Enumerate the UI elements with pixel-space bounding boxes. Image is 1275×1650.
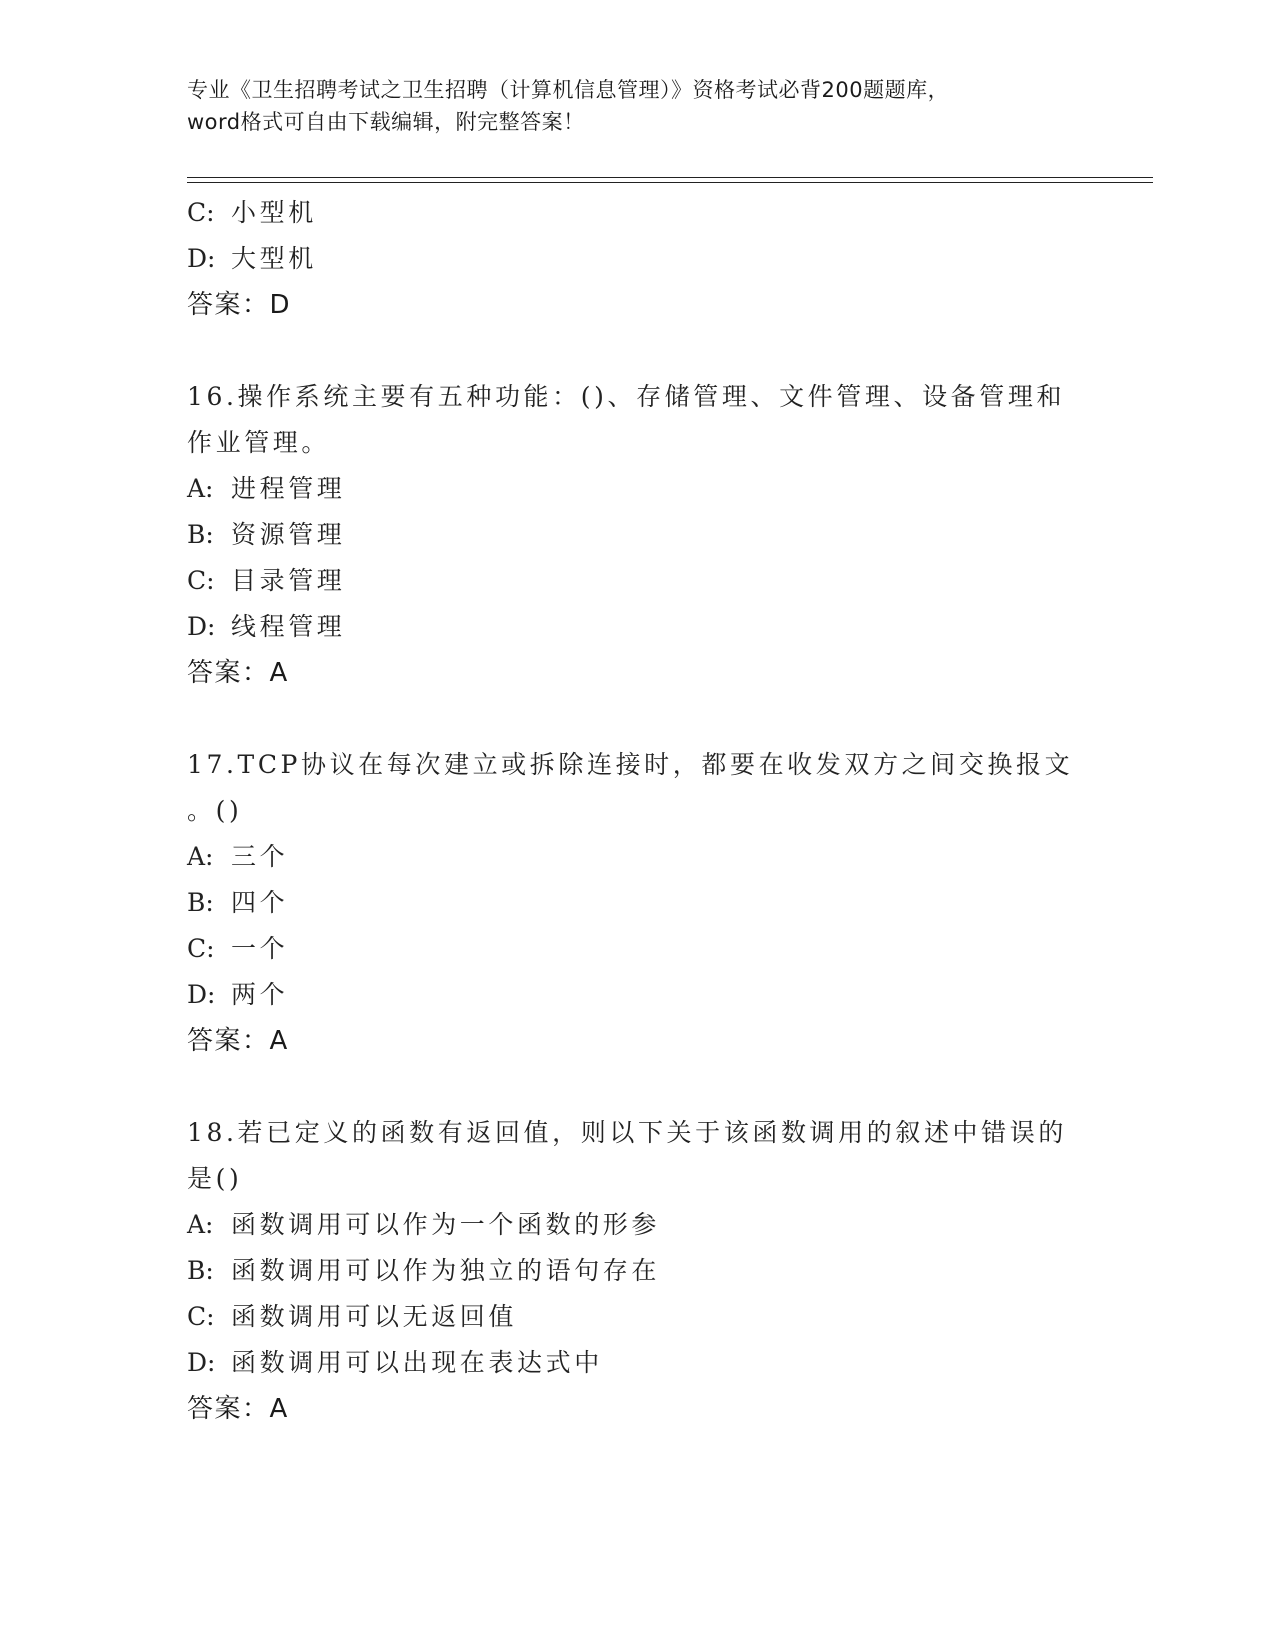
option-key: B: bbox=[187, 1256, 214, 1285]
option-key: B: bbox=[187, 520, 214, 549]
option-b bbox=[187, 1248, 1087, 1294]
option-key: C: bbox=[187, 1302, 215, 1331]
option-text: 小型机 bbox=[231, 198, 317, 227]
option-text: 两个 bbox=[231, 980, 289, 1009]
option-text: 一个 bbox=[231, 934, 289, 963]
option-text: 目录管理 bbox=[231, 566, 346, 595]
option-text: 进程管理 bbox=[231, 474, 346, 503]
option-d bbox=[187, 604, 1087, 650]
question-15-tail bbox=[187, 190, 1087, 328]
option-key: D: bbox=[187, 1348, 216, 1377]
option-a bbox=[187, 1202, 1087, 1248]
question-17 bbox=[187, 742, 1087, 1064]
question-stem-line-2: 作业管理。 bbox=[187, 428, 331, 457]
option-c bbox=[187, 558, 1087, 604]
option-key: D: bbox=[187, 244, 216, 273]
option-text: 线程管理 bbox=[231, 612, 346, 641]
question-18 bbox=[187, 1110, 1087, 1432]
header-divider-bottom bbox=[187, 182, 1153, 183]
spacer bbox=[187, 1064, 1087, 1110]
option-c bbox=[187, 190, 1087, 236]
answer-line: 答案：A bbox=[187, 1026, 289, 1056]
option-text: 函数调用可以作为一个函数的形参 bbox=[231, 1210, 661, 1239]
question-stem-line-2: 。() bbox=[187, 796, 243, 825]
option-text: 函数调用可以无返回值 bbox=[231, 1302, 518, 1331]
option-key: C: bbox=[187, 934, 215, 963]
option-text: 函数调用可以作为独立的语句存在 bbox=[231, 1256, 661, 1285]
option-text: 函数调用可以出现在表达式中 bbox=[231, 1348, 603, 1377]
option-text: 四个 bbox=[231, 888, 289, 917]
option-key: A: bbox=[187, 474, 214, 503]
answer-line: 答案：D bbox=[187, 290, 292, 320]
question-list bbox=[187, 190, 1087, 1432]
question-stem-line-1: 17.TCP协议在每次建立或拆除连接时，都要在收发双方之间交换报文 bbox=[187, 750, 1074, 779]
option-key: D: bbox=[187, 980, 216, 1009]
document-header bbox=[187, 74, 1087, 138]
option-a bbox=[187, 466, 1087, 512]
option-key: B: bbox=[187, 888, 214, 917]
answer-line: 答案：A bbox=[187, 1394, 289, 1424]
header-divider-top bbox=[187, 177, 1153, 178]
answer-line: 答案：A bbox=[187, 658, 289, 688]
question-stem-line-1: 18.若已定义的函数有返回值，则以下关于该函数调用的叙述中错误的 bbox=[187, 1118, 1067, 1147]
option-b bbox=[187, 880, 1087, 926]
option-c bbox=[187, 1294, 1087, 1340]
option-text: 三个 bbox=[231, 842, 289, 871]
option-key: C: bbox=[187, 198, 215, 227]
option-c bbox=[187, 926, 1087, 972]
header-line-1: 专业《卫生招聘考试之卫生招聘（计算机信息管理）》资格考试必背200题题库， bbox=[187, 78, 950, 102]
option-text: 资源管理 bbox=[231, 520, 346, 549]
question-stem-line-1: 16.操作系统主要有五种功能：()、存储管理、文件管理、设备管理和 bbox=[187, 382, 1066, 411]
option-key: C: bbox=[187, 566, 215, 595]
option-b bbox=[187, 512, 1087, 558]
spacer bbox=[187, 328, 1087, 374]
option-d bbox=[187, 1340, 1087, 1386]
option-key: A: bbox=[187, 1210, 214, 1239]
question-16 bbox=[187, 374, 1087, 696]
option-key: D: bbox=[187, 612, 216, 641]
option-d bbox=[187, 236, 1087, 282]
question-stem-line-2: 是() bbox=[187, 1164, 243, 1193]
option-key: A: bbox=[187, 842, 214, 871]
option-d bbox=[187, 972, 1087, 1018]
header-line-2: word格式可自由下载编辑，附完整答案！ bbox=[187, 110, 585, 134]
spacer bbox=[187, 696, 1087, 742]
option-text: 大型机 bbox=[231, 244, 317, 273]
option-a bbox=[187, 834, 1087, 880]
